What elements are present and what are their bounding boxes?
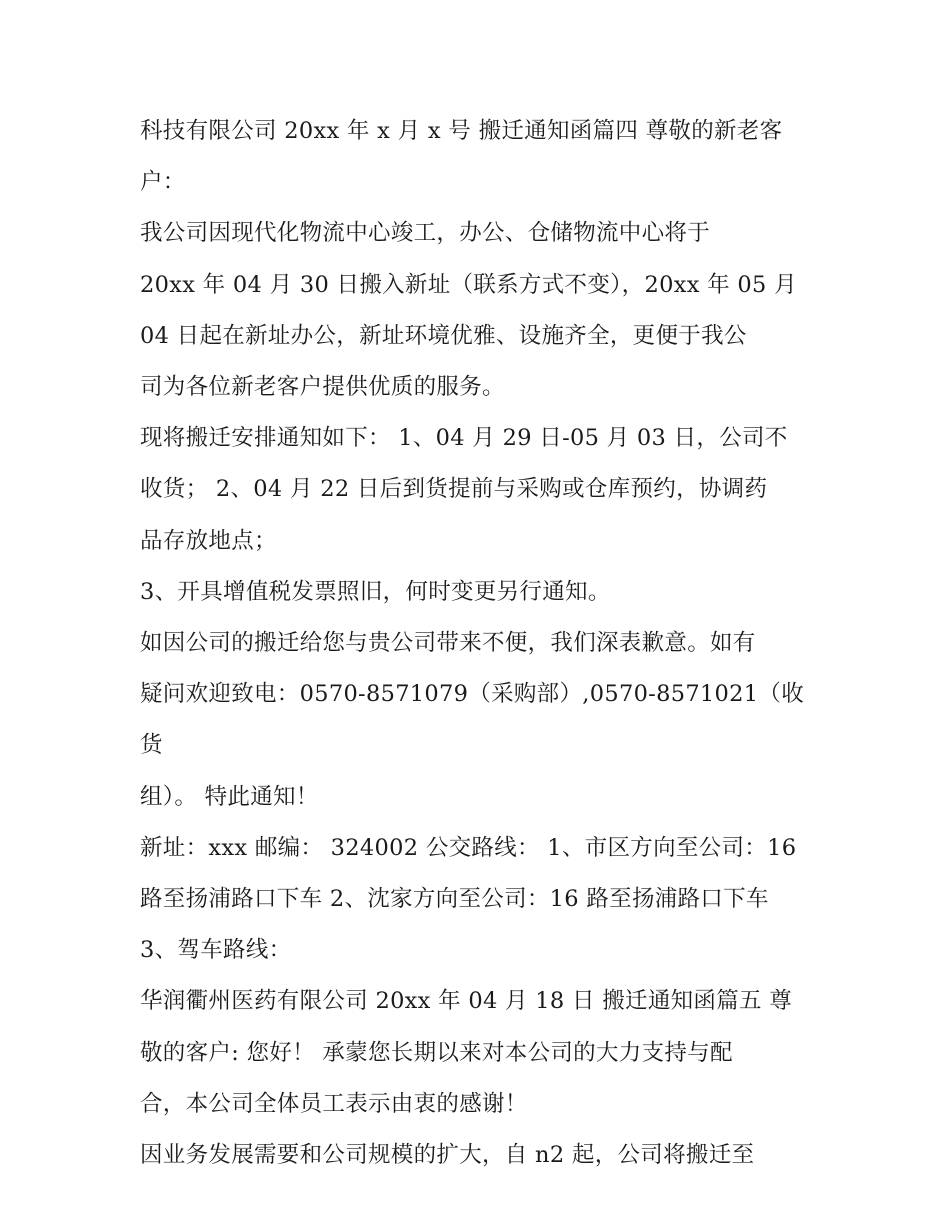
paragraph-5: 如因公司的搬迁给您与贵公司带来不便，我们深表歉意。如有 疑问欢迎致电：0570-8571079（采购部）,0570-8571021（收货 组）。 特此通知！ (140, 630, 804, 810)
paragraph-8: 因业务发展需要和公司规模的扩大，自 n2 起，公司将搬迁至 (140, 1142, 755, 1169)
paragraph-6: 新址：xxx 邮编： 324002 公交路线： 1、市区方向至公司：16 路至扬浦路口下车 2、沈家方向至公司：16 路至扬浦路口下车 3、驾车路线： (140, 834, 797, 964)
paragraph-4: 3、开具增值税发票照旧，何时变更另行通知。 (140, 578, 611, 605)
paragraph-2: 我公司因现代化物流中心竣工，办公、仓储物流中心将于 20xx 年 04 月 30 日搬入新址（联系方式不变），20xx 年 05 月 04 日起在新址办公，新址环境优雅、设施齐全，更便于我公 司为各位新老客户提供优质的服务。 (140, 220, 797, 401)
paragraph-1: 科技有限公司 20xx 年 x 月 x 号 搬迁通知函篇四 尊敬的新老客 户： (140, 118, 783, 196)
paragraph-7: 华润衢州医药有限公司 20xx 年 04 月 18 日 搬迁通知函篇五 尊 敬的客户: 您好！ 承蒙您长期以来对本公司的大力支持与配 合，本公司全体员工表示由衷的感谢！ (140, 988, 793, 1117)
paragraph-3: 现将搬迁安排通知如下： 1、04 月 29 日-05 月 03 日，公司不 收货； 2、04 月 22 日后到货提前与采购或仓库预约，协调药 品存放地点； (140, 425, 788, 554)
document-body (140, 106, 820, 1181)
